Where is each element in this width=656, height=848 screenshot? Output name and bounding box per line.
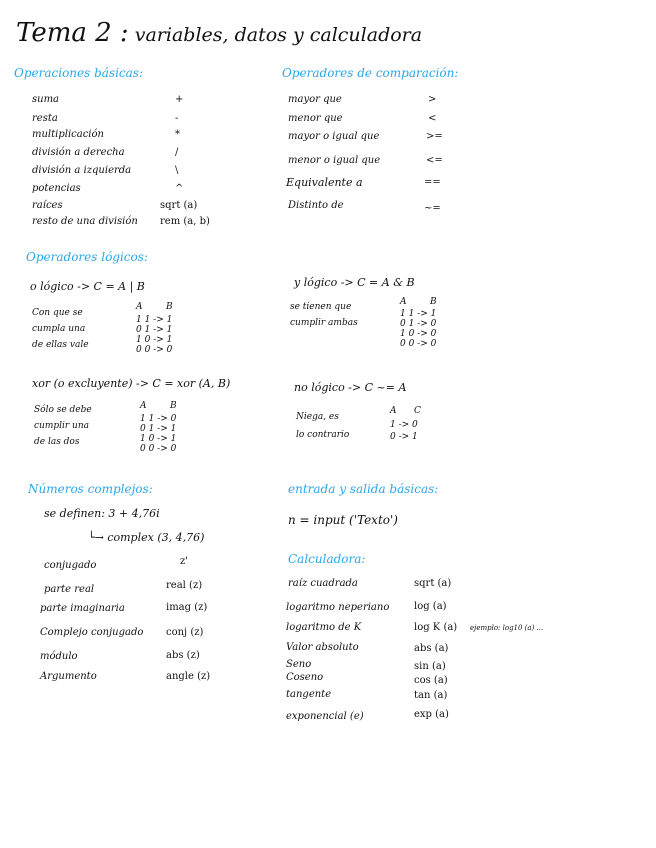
calc-item-symbol: sin (a) [414,661,446,672]
calc-item-symbol: cos (a) [414,675,448,686]
truth-row: 0 0 -> 0 [136,345,173,355]
io-input-example: n = input ('Texto') [288,513,398,527]
truth-row: 1 1 -> 0 [140,414,177,424]
complex-item-symbol: angle (z) [166,671,211,682]
truth-row: 0 1 -> 1 [140,424,177,434]
complex-item-symbol: z' [180,556,189,567]
basic-op-label: suma [32,94,60,105]
complex-heading: Números complejos: [28,482,153,496]
complex-item-symbol: conj (z) [166,627,204,638]
comparison-op-label: menor que [288,113,343,124]
and-truth-table [400,309,436,349]
not-header-c: C [414,406,421,416]
basic-op-label: raíces [32,200,63,211]
basic-op-label: potencias [32,183,81,194]
basic-op-symbol: + [175,94,184,105]
basic-op-label: resto de una división [32,216,138,227]
basic-op-label: resta [32,113,58,124]
complex-item-label: Argumento [40,671,97,682]
truth-row: 1 1 -> 1 [136,315,173,325]
xor-desc-line: de las dos [34,437,80,447]
comparison-op-symbol: > [428,94,437,105]
or-desc-line: de ellas vale [32,340,89,350]
calc-item-symbol: sqrt (a) [414,578,452,589]
comparison-op-label: mayor o igual que [288,131,380,142]
basic-op-symbol: - [175,113,179,124]
or-header-a: A [136,302,143,312]
or-op-title: o lógico -> C = A | B [30,280,145,293]
complex-item-label: conjugado [44,560,97,571]
comparison-op-label: mayor que [288,94,342,105]
or-header-b: B [166,302,173,312]
comparison-op-symbol: <= [426,155,443,166]
calc-item-label: Coseno [286,672,324,683]
comparison-op-symbol: ~= [424,203,441,214]
and-header-b: B [430,297,437,307]
complex-item-symbol: real (z) [166,580,203,591]
truth-row: 0 1 -> 0 [400,319,437,329]
basic-op-label: multiplicación [32,129,104,140]
or-desc-line: cumpla una [32,324,86,334]
truth-row: 1 0 -> 1 [140,434,177,444]
truth-row: 1 -> 0 [390,420,418,430]
calc-item-symbol: exp (a) [414,709,449,720]
calc-item-label: tangente [286,689,332,700]
truth-row: 1 1 -> 1 [400,309,437,319]
not-header-a: A [390,406,397,416]
basic-op-symbol: ^ [175,183,184,194]
complex-item-label: parte real [44,584,95,595]
basic-op-symbol: / [175,147,179,158]
or-desc-line: Con que se [32,308,83,318]
title-rest: variables, datos y calculadora [134,24,423,46]
calc-item-label: Valor absoluto [286,642,359,653]
basic-op-symbol: * [175,129,180,140]
calc-item-note: ejemplo: log10 (a) ... [470,624,544,632]
complex-function-def: └→ complex (3, 4,76) [88,531,205,544]
comparison-op-symbol: == [424,177,441,188]
calc-item-symbol: tan (a) [414,690,448,701]
calc-item-symbol: log K (a) [414,622,458,633]
truth-row: 0 -> 1 [390,432,418,442]
comparison-ops-heading: Operadores de comparación: [282,66,459,80]
complex-item-label: Complejo conjugado [40,627,144,638]
truth-row: 0 0 -> 0 [400,339,437,349]
logic-ops-heading: Operadores lógicos: [26,250,148,264]
page-title [16,18,422,48]
basic-ops-heading: Operaciones básicas: [14,66,144,80]
not-desc-line: lo contrario [296,430,350,440]
calc-item-label: logaritmo de K [286,622,362,633]
basic-op-symbol: sqrt (a) [160,200,198,211]
truth-row: 0 1 -> 1 [136,325,173,335]
and-desc-line: se tienen que [290,302,352,312]
calculator-heading: Calculadora: [288,552,366,566]
truth-row: 0 0 -> 0 [140,444,177,454]
calc-item-label: Seno [286,659,312,670]
complex-definition: se definen: 3 + 4,76i [44,507,160,520]
comparison-op-label: menor o igual que [288,155,381,166]
truth-row: 1 0 -> 0 [400,329,437,339]
and-desc-line: cumplir ambas [290,318,358,328]
complex-item-label: módulo [40,651,78,662]
calc-item-label: exponencial (e) [286,711,364,722]
xor-desc-line: cumplir una [34,421,90,431]
not-desc-line: Niega, es [296,412,339,422]
or-truth-table [136,315,172,355]
calc-item-symbol: log (a) [414,601,447,612]
xor-desc-line: Sólo se debe [34,405,92,415]
comparison-op-symbol: < [428,113,437,124]
xor-op-title: xor (o excluyente) -> C = xor (A, B) [32,377,231,390]
comparison-op-symbol: >= [426,131,443,142]
xor-truth-table [140,414,176,454]
calc-item-symbol: abs (a) [414,643,449,654]
not-truth-table [390,419,418,443]
calc-item-label: raíz cuadrada [288,578,358,589]
basic-op-symbol: \ [175,165,179,176]
io-heading: entrada y salida básicas: [288,482,439,496]
title-prefix: Tema 2 : [16,18,129,48]
basic-op-label: división a izquierda [32,165,132,176]
complex-item-symbol: imag (z) [166,602,208,613]
basic-op-label: división a derecha [32,147,125,158]
xor-header-b: B [170,401,177,411]
not-op-title: no lógico -> C ~= A [294,381,407,394]
truth-row: 1 0 -> 1 [136,335,173,345]
and-header-a: A [400,297,407,307]
complex-item-label: parte imaginaria [40,603,125,614]
complex-item-symbol: abs (z) [166,650,200,661]
and-op-title: y lógico -> C = A & B [294,276,415,289]
basic-op-symbol: rem (a, b) [160,216,210,227]
xor-header-a: A [140,401,147,411]
comparison-op-label: Distinto de [288,200,344,211]
calc-item-label: logaritmo neperiano [286,602,390,613]
comparison-op-label: Equivalente a [286,176,363,189]
